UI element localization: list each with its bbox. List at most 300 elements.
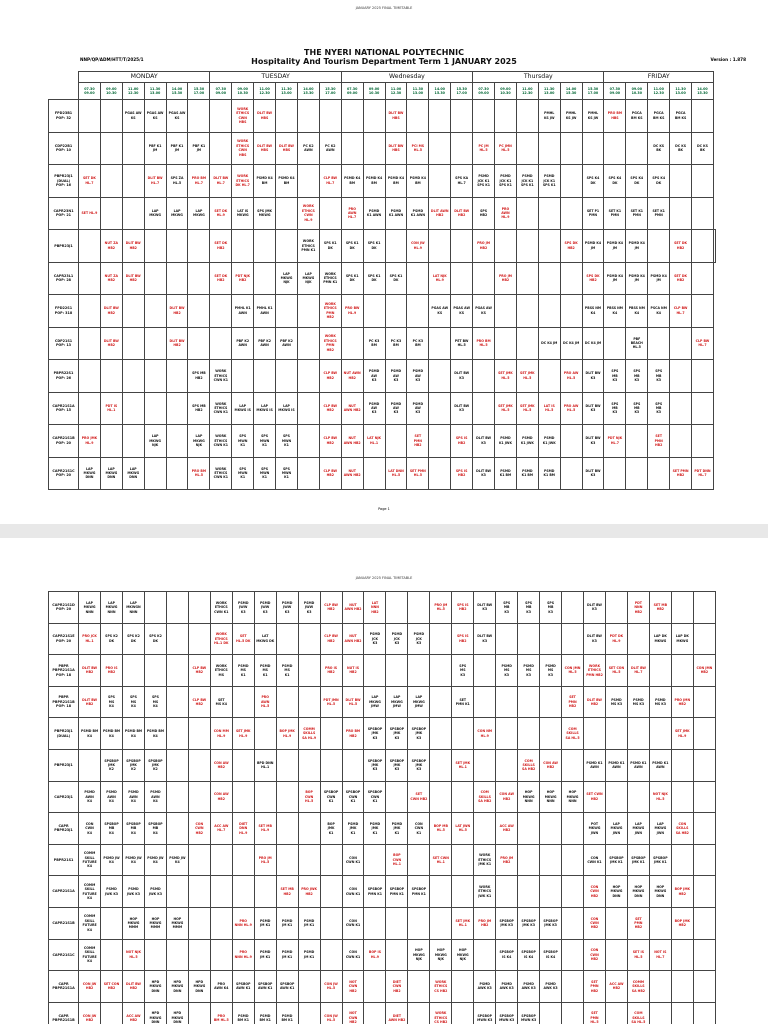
timetable-cell — [144, 262, 166, 295]
timetable-cell — [582, 132, 604, 165]
timetable-cell: HOP MKWG MMM — [144, 907, 166, 939]
timetable-cell — [670, 197, 692, 230]
timetable-cell: CON CWN HB2 — [584, 939, 606, 971]
timetable-cell — [560, 457, 582, 490]
timetable-cell: COMM SKILL FUTURE K4 — [79, 939, 101, 971]
timetable-cell: PSMD JCK K1 SPS K1 — [538, 165, 560, 198]
timetable-cell: COM SKILLS SA HL.5 — [562, 718, 584, 750]
timetable-cell — [473, 360, 495, 393]
timetable-cell — [166, 939, 188, 971]
timetable-cell — [166, 425, 188, 458]
timetable-cell: PC K2 AWN — [297, 132, 319, 165]
day-header-1: TUESDAY — [210, 72, 341, 83]
timetable-cell — [166, 457, 188, 490]
timetable-cell: SPS K4 DK — [604, 165, 626, 198]
timetable-cell: SPS K4 DK — [582, 165, 604, 198]
timetable-cell — [496, 686, 518, 718]
timetable-cell — [562, 971, 584, 1003]
timetable-cell: COM SKILLS SA HB2 — [518, 749, 540, 781]
time-slot-header: 11.30 13.00 — [407, 83, 429, 100]
class-code: CAPR21S1D POP: 20 — [49, 592, 79, 624]
timetable-cell — [276, 813, 298, 845]
timetable-cell: SET K1 PMN — [648, 197, 670, 230]
timetable-cell: PSMD K4 JM — [604, 262, 626, 295]
timetable-cell — [79, 392, 101, 425]
timetable-cell — [693, 592, 715, 624]
class-code: CAPR23J1 — [49, 781, 79, 813]
timetable-cell: WORK ETHICS CWN K1 — [210, 592, 232, 624]
timetable-cell: SET CWN HB2 — [584, 781, 606, 813]
timetable-cell: SET JMK HL.9 — [671, 718, 693, 750]
timetable-cell — [451, 230, 473, 263]
timetable-cell — [188, 718, 210, 750]
timetable-cell: SET PMN HL.5 — [584, 1002, 606, 1024]
timetable-cell — [122, 425, 144, 458]
timetable-cell: SET JMK HL.9 — [232, 718, 254, 750]
timetable-cell: PSMD AWN K4 — [144, 781, 166, 813]
timetable-cell — [516, 262, 538, 295]
class-code: FPD23B1 POP: 32 — [49, 100, 79, 133]
timetable-cell: COMM SKILLS SA HB2 — [627, 971, 649, 1003]
timetable-cell — [430, 623, 452, 655]
timetable-cell: HOP MKWG NJK — [430, 939, 452, 971]
class-code: CAPR21S1A POP: 15 — [49, 392, 79, 425]
timetable-cell — [408, 592, 430, 624]
timetable-cell: LAP MKWG NJK — [188, 425, 210, 458]
timetable-cell: DC KS BK — [648, 132, 670, 165]
timetable-cell — [276, 686, 298, 718]
timetable-cell — [407, 262, 429, 295]
timetable-cell: HPD MKWG DNN — [144, 971, 166, 1003]
timetable-cell: WORK ETHICS PMN K1 — [319, 262, 341, 295]
timetable-cell: LAP MKWG JWN — [627, 813, 649, 845]
timetable-cell: SET PMN HL.5 — [407, 457, 429, 490]
timetable-cell: PSMD BM K4 — [79, 718, 101, 750]
timetable-cell: SPSBOP JMK K3 — [408, 749, 430, 781]
timetable-cell — [364, 655, 386, 687]
timetable-cell: PSMD AW K3 — [363, 392, 385, 425]
timetable-cell: LAP MKWG DNN — [79, 457, 101, 490]
class-code: PBPR PBPR21S1B POP: 18 — [49, 686, 79, 718]
table-row — [49, 165, 716, 198]
timetable-cell: SET DK HB2 — [670, 230, 692, 263]
timetable-cell — [210, 100, 232, 133]
timetable-cell — [430, 876, 452, 908]
timetable-cell: PSMD JM K1 — [276, 939, 298, 971]
timetable-cell: HOP MKWG NNN — [562, 781, 584, 813]
timetable-cell — [298, 813, 320, 845]
timetable-cell: SET CWN HB2 — [408, 781, 430, 813]
timetable-cell: SPSBOP CWN K1 — [364, 781, 386, 813]
timetable-cell — [319, 197, 341, 230]
timetable-cell: HOP MKWG NNN — [540, 781, 562, 813]
timetable-cell: PSMD MS K3 — [496, 655, 518, 687]
timetable-cell — [540, 876, 562, 908]
timetable-cell: LAP MKWGN NNN — [123, 592, 145, 624]
timetable-cell: PMHL KS JW — [582, 100, 604, 133]
timetable-cell — [560, 197, 582, 230]
timetable-cell — [254, 360, 276, 393]
timetable-cell: LAP MKWG — [144, 197, 166, 230]
timetable-cell — [101, 1002, 123, 1024]
time-slot-header: 14.00 15.30 — [692, 83, 714, 100]
timetable-cell — [495, 100, 517, 133]
timetable-cell: DIET AWN HB2 — [386, 1002, 408, 1024]
timetable-cell — [693, 781, 715, 813]
timetable-cell: DLIT BW HB2 — [100, 295, 122, 328]
timetable-cell — [319, 100, 341, 133]
timetable-cell — [560, 295, 582, 328]
timetable-cell: PSMD K4 JM — [626, 262, 648, 295]
timetable-cell: PSMD BM K4 — [144, 718, 166, 750]
timetable-cell: CLP BW HB2 — [188, 655, 210, 687]
timetable-cell: DLIT BW HB2 — [100, 327, 122, 360]
timetable-cell — [562, 1002, 584, 1024]
timetable-cell — [408, 971, 430, 1003]
timetable-cell: SPS MB HB2 — [188, 392, 210, 425]
timetable-cell — [320, 939, 342, 971]
timetable-cell: BOP JMK K1 — [320, 813, 342, 845]
timetable-cell: PC K3 BM — [363, 327, 385, 360]
timetable-cell: SPS MB K3 — [626, 360, 648, 393]
timetable-cell — [516, 327, 538, 360]
timetable-cell — [452, 971, 474, 1003]
timetable-cell: PC K2 AWN — [319, 132, 341, 165]
timetable-cell: NUT AWN HB2 — [341, 425, 363, 458]
timetable-cell: LAP MKWG NNN — [101, 592, 123, 624]
timetable-cell: PSMD AW K3 — [385, 360, 407, 393]
timetable-cell: LAT IS MKWG — [232, 197, 254, 230]
timetable-cell — [386, 781, 408, 813]
timetable-cell: CON NM HL.9 — [474, 718, 496, 750]
timetable-cell — [474, 749, 496, 781]
timetable-cell: SPS MWN K1 — [232, 425, 254, 458]
timetable-cell — [605, 1002, 627, 1024]
time-slot-header: 09.00 10.30 — [363, 83, 385, 100]
timetable-cell: PRO BW HL.9 — [341, 295, 363, 328]
timetable-cell: SPS ZA HL.5 — [166, 165, 188, 198]
timetable-cell: SPSBOP MB K4 — [123, 813, 145, 845]
timetable-cell: SPS MB K3 — [604, 392, 626, 425]
timetable-cell: PC JMN HL.5 — [495, 132, 517, 165]
timetable-cell — [604, 457, 626, 490]
timetable-cell: SPS IS HB2 — [452, 623, 474, 655]
timetable-cell: LAT MKWG DK — [254, 623, 276, 655]
timetable-cell: PDT JMN HL.5 — [320, 686, 342, 718]
timetable-cell: SPS MS K4 — [123, 686, 145, 718]
timetable-cell: SET MB HB2 — [649, 592, 671, 624]
timetable-cell — [671, 655, 693, 687]
timetable-cell — [166, 360, 188, 393]
timetable-cell: PRO AWN HL.9 — [495, 197, 517, 230]
time-slot-header: 15.30 17.00 — [451, 83, 473, 100]
timetable-cell: SPS MWN K1 — [254, 425, 276, 458]
timetable-cell: SPSBOP JMK K3 — [386, 718, 408, 750]
timetable-cell: SPSBOP IS K4 — [540, 939, 562, 971]
time-slot-header: 11.00 12.30 — [516, 83, 538, 100]
timetable-cell — [297, 327, 319, 360]
timetable-cell — [298, 623, 320, 655]
timetable-cell: SPSBOP JMK K3 — [386, 749, 408, 781]
timetable-cell — [693, 813, 715, 845]
timetable-cell: PSMD AW K3 — [385, 392, 407, 425]
timetable-cell: CLP BW HB2 — [319, 425, 341, 458]
timetable-cell: CLP BW HB2 — [320, 592, 342, 624]
timetable-cell: PSMD K1 JWK — [495, 425, 517, 458]
timetable-cell — [144, 457, 166, 490]
timetable-cell: PRO BM HL.5 — [473, 327, 495, 360]
timetable-cell: SPS MB K3 — [648, 360, 670, 393]
timetable-cell — [232, 844, 254, 876]
timetable-cell: SET DK HL.7 — [79, 165, 101, 198]
timetable-grid-page-1 — [48, 71, 716, 490]
timetable-cell — [79, 230, 101, 263]
timetable-cell — [452, 1002, 474, 1024]
timetable-cell — [693, 623, 715, 655]
timetable-cell: DLIT BW HBS — [254, 132, 276, 165]
timetable-cell: PSMD JWK K3 — [144, 876, 166, 908]
timetable-cell: NOT NJK HL.5 — [649, 781, 671, 813]
timetable-cell: PSMD MS K3 — [649, 686, 671, 718]
timetable-cell: SET CON HL.5 — [605, 655, 627, 687]
timetable-cell — [452, 844, 474, 876]
timetable-cell — [364, 844, 386, 876]
timetable-cell — [166, 230, 188, 263]
timetable-cell — [713, 230, 715, 263]
timetable-cell: SET JMK HL.5 — [516, 360, 538, 393]
timetable-cell: CLP BW HB2 — [319, 392, 341, 425]
running-header-page-2: JANUARY 2025 FINAL TIMETABLE — [355, 576, 413, 580]
timetable-cell: SPS K1 DK — [319, 230, 341, 263]
timetable-cell: SET DK HB2 — [670, 262, 692, 295]
timetable-cell — [122, 132, 144, 165]
timetable-cell: PSMD MS K3 — [540, 655, 562, 687]
timetable-cell — [79, 360, 101, 393]
timetable-cell: SPSBOP PMN K1 — [408, 876, 430, 908]
timetable-cell: PSMD JM K1 — [254, 907, 276, 939]
timetable-cell: SPS K2 DK — [101, 623, 123, 655]
timetable-cell — [363, 295, 385, 328]
timetable-cell: PRO NNN HL.9 — [232, 939, 254, 971]
timetable-cell: COM SKILLS SA HB2 — [474, 781, 496, 813]
timetable-cell — [166, 876, 188, 908]
timetable-cell: SPS MB K3 — [518, 592, 540, 624]
timetable-cell — [298, 749, 320, 781]
table-row — [49, 686, 716, 718]
time-slot-header: 15.30 17.00 — [582, 83, 604, 100]
timetable-cell — [605, 781, 627, 813]
timetable-cell: SET PMN HB2 — [584, 971, 606, 1003]
timetable-cell: WORK ETHICS HL.1 DK — [210, 623, 232, 655]
timetable-cell: PRO JM HL.5 — [430, 592, 452, 624]
timetable-cell: SET PMN HB2 — [670, 457, 692, 490]
timetable-cell — [386, 939, 408, 971]
timetable-cell: CON CWN HB2 — [584, 876, 606, 908]
timetable-cell: SPS MWN K1 — [254, 457, 276, 490]
timetable-cell: PSMD JCK K1 SPS K1 — [516, 165, 538, 198]
timetable-cell: CON CWN K1 — [342, 876, 364, 908]
timetable-cell: SET MS K4 — [210, 686, 232, 718]
time-slot-header: 07.30 09.00 — [210, 83, 232, 100]
timetable-cell — [562, 749, 584, 781]
timetable-cell — [232, 230, 254, 263]
timetable-cell: PSMD MS K1 — [276, 655, 298, 687]
timetable-cell: PRO JCK HL.1 — [79, 623, 101, 655]
class-code: CAPR21S1B — [49, 907, 79, 939]
timetable-cell: SET HL.9 — [79, 197, 101, 230]
table-row — [49, 844, 716, 876]
day-header-3: Thursday — [473, 72, 604, 83]
timetable-cell: DLIT BW K3 — [582, 392, 604, 425]
timetable-cell: SET JMK HL.1 — [452, 907, 474, 939]
timetable-cell — [692, 295, 714, 328]
timetable-cell: DLIT BW K3 — [582, 360, 604, 393]
timetable-cell — [692, 197, 714, 230]
timetable-cell: SPS K4 DK — [626, 165, 648, 198]
timetable-cell — [79, 100, 101, 133]
timetable-cell — [276, 623, 298, 655]
timetable-cell: PSMD K1 JWK — [538, 425, 560, 458]
timetable-cell: CON AW HB2 — [210, 781, 232, 813]
timetable-cell — [166, 781, 188, 813]
timetable-cell: DLIT BW HB2 — [584, 686, 606, 718]
timetable-cell: PRO JMK HL.9 — [79, 425, 101, 458]
timetable-cell — [627, 623, 649, 655]
timetable-cell — [297, 295, 319, 328]
timetable-cell — [693, 1002, 715, 1024]
timetable-cell: WORK ETHICS CWN K1 — [210, 457, 232, 490]
timetable-cell: NUT AWN HB2 — [341, 360, 363, 393]
timetable-cell: SPS MWN K1 — [232, 457, 254, 490]
timetable-cell: CON AW HB2 — [496, 781, 518, 813]
timetable-cell — [79, 327, 101, 360]
table-row — [49, 132, 716, 165]
timetable-cell — [474, 939, 496, 971]
timetable-cell: SPS MWN K1 — [276, 425, 298, 458]
timetable-cell: PBF K2 AWN — [232, 327, 254, 360]
timetable-cell: PBF K2 AWN — [276, 327, 298, 360]
timetable-cell — [648, 327, 670, 360]
timetable-cell: PRO BM HL.5 — [210, 1002, 232, 1024]
timetable-cell: SET PMN HB2 — [407, 425, 429, 458]
timetable-cell — [692, 360, 714, 393]
timetable-cell — [560, 425, 582, 458]
timetable-cell: PET BW HL.5 — [451, 327, 473, 360]
class-code: PBPR22S1 POP: 26 — [49, 360, 79, 393]
timetable-cell: SET PMN HB2 — [562, 686, 584, 718]
timetable-cell: PSMD JM K1 — [298, 939, 320, 971]
timetable-cell: CON JMN HL.5 — [562, 655, 584, 687]
timetable-cell — [452, 781, 474, 813]
timetable-cell — [562, 844, 584, 876]
timetable-cell: PDT DNN HL.7 — [692, 457, 714, 490]
timetable-cell: WORK ETHICS JMK K1 — [474, 844, 496, 876]
timetable-cell: LAP MKWG IS — [254, 392, 276, 425]
timetable-cell: DLIT BW HB2 — [166, 327, 188, 360]
timetable-cell: PRO IS HB2 — [101, 655, 123, 687]
timetable-cell — [320, 907, 342, 939]
class-code: CAPR PBPR23J1 — [49, 813, 79, 845]
timetable-cell: PSMD AWK K3 — [474, 971, 496, 1003]
timetable-cell: DLIT BW HB2 — [122, 230, 144, 263]
timetable-cell — [79, 295, 101, 328]
class-code: CAPR23N1 POP: 21 — [49, 197, 79, 230]
timetable-cell: DLIT BW K3 — [451, 392, 473, 425]
timetable-cell: PSMD JMK K1 — [386, 813, 408, 845]
timetable-cell: PBF K1 JM — [166, 132, 188, 165]
timetable-cell: PSMD MS K3 — [605, 686, 627, 718]
timetable-cell: PDT NJK HB2 — [232, 262, 254, 295]
timetable-cell: PRO BM HL.7 — [188, 165, 210, 198]
timetable-cell: PRO AWN HL.5 — [254, 686, 276, 718]
timetable-cell: PDT NJK HL.7 — [604, 425, 626, 458]
timetable-cell — [693, 876, 715, 908]
timetable-cell: CON JMN HB2 — [693, 655, 715, 687]
timetable-cell — [538, 295, 560, 328]
timetable-cell: SPS MB HB2 — [188, 360, 210, 393]
timetable-cell — [188, 907, 210, 939]
timetable-cell: PSMD JWW K3 — [298, 592, 320, 624]
timetable-cell: PBF K1 JM — [144, 132, 166, 165]
timetable-cell: HOP MKWG NJK — [408, 939, 430, 971]
running-header: JANUARY 2025 FINAL TIMETABLE — [355, 6, 413, 10]
timetable-cell: COM SKILLS SA HL.5 — [627, 1002, 649, 1024]
timetable-cell: LAP MKWG NJK — [144, 425, 166, 458]
timetable-cell: SPS MS K4 — [144, 686, 166, 718]
page-gap — [0, 524, 768, 538]
timetable-cell: SET P1 PMN — [582, 197, 604, 230]
timetable-cell: NOT CWN HB2 — [342, 971, 364, 1003]
timetable-cell — [232, 876, 254, 908]
timetable-cell — [100, 100, 122, 133]
timetable-cell — [670, 165, 692, 198]
timetable-cell — [101, 907, 123, 939]
timetable-cell: LAP MKWG JWN — [605, 813, 627, 845]
timetable-cell: DLIT BW HB2 — [451, 197, 473, 230]
table-row — [49, 781, 716, 813]
timetable-cell: CON CWN K1 — [342, 907, 364, 939]
timetable-cell: CON SKILLS SA HB2 — [671, 813, 693, 845]
institution-title: THE NYERI NATIONAL POLYTECHNIC — [304, 48, 464, 57]
timetable-cell: PGAS AW KS — [144, 100, 166, 133]
timetable-cell: PSMD JWW K3 — [254, 592, 276, 624]
class-code: CDP22B1 POP: 10 — [49, 132, 79, 165]
timetable-cell: SPS K1 DK — [363, 262, 385, 295]
timetable-cell: SPS IS HB2 — [452, 592, 474, 624]
timetable-cell: PSMD AW K3 — [363, 360, 385, 393]
timetable-cell: SPS K2 DK — [144, 623, 166, 655]
timetable-cell: HOP MKWG DNN — [649, 876, 671, 908]
time-slot-header: 09.00 10.30 — [232, 83, 254, 100]
timetable-cell — [341, 132, 363, 165]
timetable-cell: SPS MB K3 — [604, 360, 626, 393]
timetable-cell: PSMD K1 AWN — [363, 197, 385, 230]
timetable-cell — [188, 939, 210, 971]
timetable-cell — [188, 230, 210, 263]
timetable-cell: PSMD K1 BM — [538, 457, 560, 490]
timetable-cell: PSMD K1 AWN — [649, 749, 671, 781]
time-slot-header: 07.30 09.00 — [341, 83, 363, 100]
timetable-cell — [429, 360, 451, 393]
timetable-cell: NUT ZA HB2 — [100, 230, 122, 263]
timetable-cell — [671, 939, 693, 971]
timetable-cell — [692, 425, 714, 458]
table-row — [49, 230, 716, 263]
timetable-cell — [516, 132, 538, 165]
timetable-cell: DLIT BW HB2 — [79, 686, 101, 718]
timetable-cell — [254, 876, 276, 908]
timetable-cell: PGAS AW KS — [122, 100, 144, 133]
